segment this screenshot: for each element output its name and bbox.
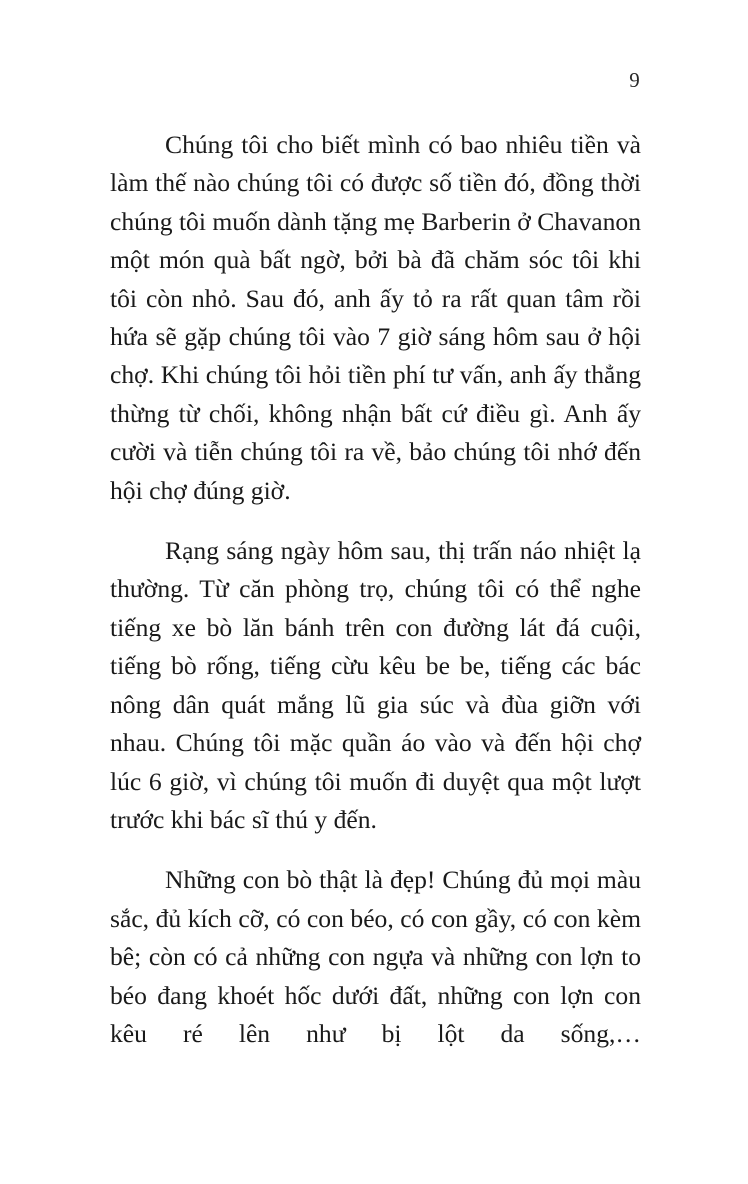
folio-zone: [110, 60, 640, 100]
text-block: [110, 126, 641, 1053]
page-number: 9: [629, 67, 640, 92]
body-paragraph-1: Chúng tôi cho biết mình có bao nhiêu tiền và làm thế nào chúng tôi có được số tiền đó, đồng thời chúng tôi muốn dành tặng mẹ Barberin ở Chavanon một món quà bất ngờ, bởi bà đã chăm sóc tôi khi tôi còn nhỏ. Sau đó, anh ấy tỏ ra rất quan tâm rồi hứa sẽ gặp chúng tôi vào 7 giờ sáng hôm sau ở hội chợ. Khi chúng tôi hỏi tiền phí tư vấn, anh ấy thẳng thừng từ chối, không nhận bất cứ điều gì. Anh ấy cười và tiễn chúng tôi ra về, bảo chúng tôi nhớ đến hội chợ đúng giờ.: [110, 130, 641, 505]
body-paragraph-2: Rạng sáng ngày hôm sau, thị trấn náo nhiệt lạ thường. Từ căn phòng trọ, chúng tôi có thể nghe tiếng xe bò lăn bánh trên con đường lát đá cuội, tiếng bò rống, tiếng cừu kêu be be, tiếng các bác nông dân quát mắng lũ gia súc và đùa giỡn với nhau. Chúng tôi mặc quần áo vào và đến hội chợ lúc 6 giờ, vì chúng tôi muốn đi duyệt qua một lượt trước khi bác sĩ thú y đến.: [110, 536, 641, 834]
body-paragraph-3: Những con bò thật là đẹp! Chúng đủ mọi màu sắc, đủ kích cỡ, có con béo, có con gầy, có con kèm bê; còn có cả những con ngựa và những con lợn to béo đang khoét hốc dưới đất, những con lợn con kêu ré lên như bị lột da sống,…: [110, 865, 641, 1048]
